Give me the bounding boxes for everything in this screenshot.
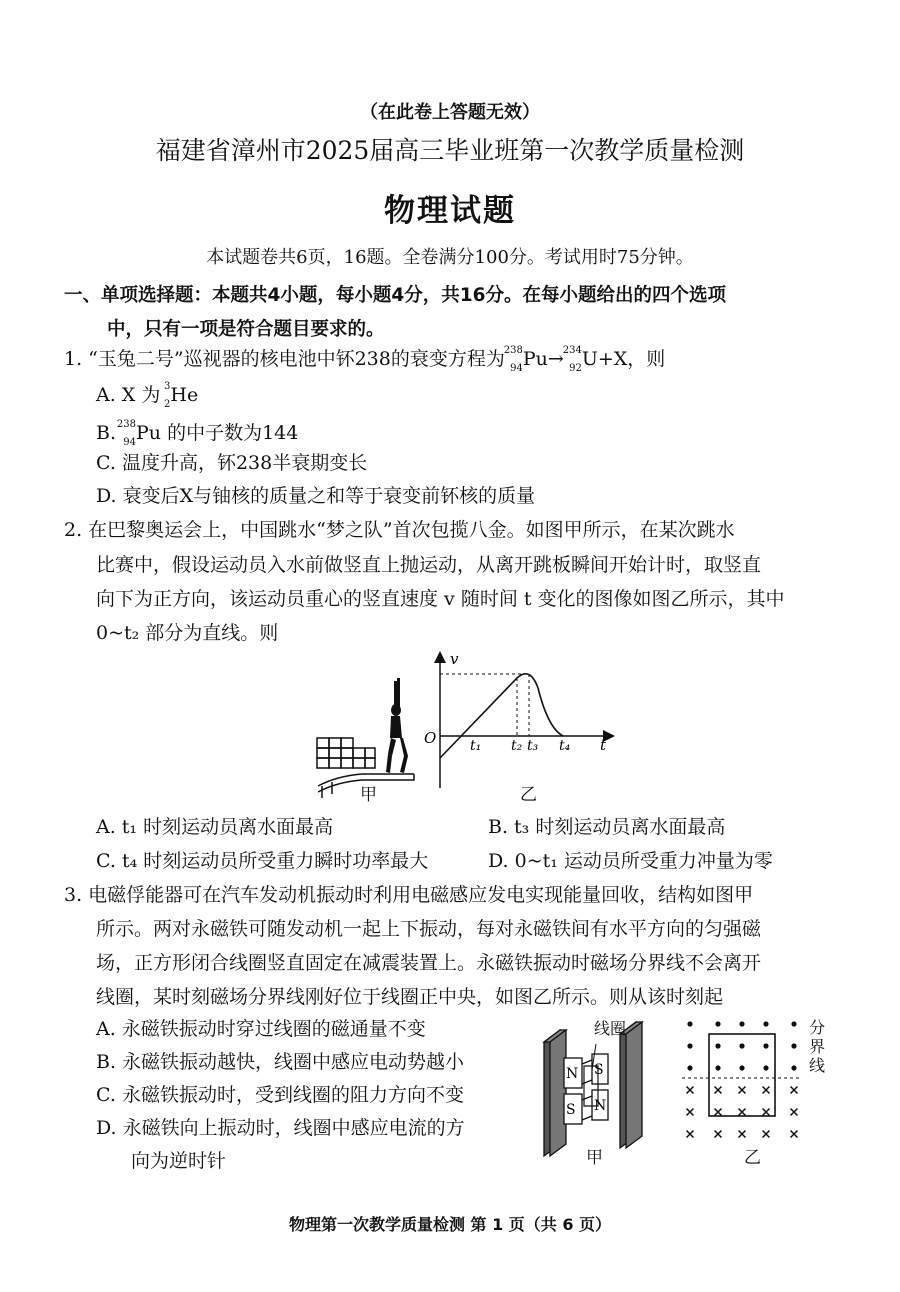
field-dot-out-of-page	[687, 1043, 692, 1048]
field-cross-into-page	[715, 1087, 722, 1094]
field-dot-out-of-page	[791, 1021, 796, 1026]
exam-intro: 本试题卷共6页，16题。全卷满分100分。考试用时75分钟。	[206, 247, 694, 268]
q2-option-c: C. t₄ 时刻运动员所受重力瞬时功率最大	[96, 850, 429, 872]
field-dot-out-of-page	[715, 1065, 720, 1070]
coil-label: 线圈	[594, 1019, 627, 1038]
field-cross-into-page	[791, 1131, 798, 1138]
q1-option-a-suffix: He	[170, 384, 199, 406]
q2-option-b: B. t₃ 时刻运动员离水面最高	[488, 816, 726, 838]
q1-option-b-prefix: B.	[96, 422, 117, 444]
page-footer: 物理第一次教学质量检测 第 1 页（共 6 页）	[288, 1215, 612, 1234]
field-cross-into-page	[715, 1131, 722, 1138]
magnet-n-bottom-right: N	[594, 1098, 607, 1114]
pu-atomic-number-b: 94	[123, 437, 137, 448]
field-cross-into-page	[791, 1109, 798, 1116]
pu-nuclide-symbol	[503, 345, 523, 374]
boundary-label: 分界线	[808, 1018, 825, 1075]
field-cross-into-page	[791, 1087, 798, 1094]
figure-jia-label: 甲	[360, 785, 377, 805]
he-nuclide-symbol	[160, 381, 171, 410]
q3-option-d: D. 永磁铁向上振动时，线圈中感应电流的方	[96, 1117, 465, 1139]
figure-3-jia-label: 甲	[586, 1148, 603, 1168]
u-atomic-number: 92	[569, 363, 582, 374]
q1-stem-end: U+X，则	[581, 348, 666, 370]
q2-option-a: A. t₁ 时刻运动员离水面最高	[96, 816, 334, 838]
field-dot-out-of-page	[791, 1065, 796, 1070]
he-mass-number: 3	[164, 381, 171, 392]
he-atomic-number: 2	[164, 399, 171, 410]
subject-title: 物理试题	[384, 193, 516, 229]
q1-arrow-text: Pu→	[522, 348, 564, 370]
q1-option-a	[96, 382, 198, 408]
field-cross-into-page	[687, 1087, 694, 1094]
exam-title: 福建省漳州市2025届高三毕业班第一次教学质量检测	[155, 136, 745, 165]
pu-nuclide-symbol-b	[116, 419, 137, 448]
q3-option-c: C. 永磁铁振动时，受到线圈的阻力方向不变	[96, 1084, 464, 1106]
magnet-s-bottom-left: S	[566, 1102, 576, 1118]
q1-option-b-suffix: Pu 的中子数为144	[136, 422, 299, 444]
velocity-curve	[440, 674, 563, 758]
field-cross-into-page	[687, 1131, 694, 1138]
q1-option-b	[96, 420, 298, 446]
pu-atomic-number: 94	[510, 363, 523, 374]
q3-line-4: 线圈，某时刻磁场分界线刚好位于线圈正中央，如图乙所示。则从该时刻起	[96, 986, 724, 1008]
field-dot-out-of-page	[715, 1043, 720, 1048]
answer-invalid-notice: （在此卷上答题无效）	[360, 102, 540, 123]
section-heading-line2: 中，只有一项是符合题目要求的。	[107, 319, 385, 340]
pu-mass-number: 238	[503, 345, 523, 356]
q2-option-d: D. 0~t₁ 运动员所受重力冲量为零	[488, 850, 773, 872]
t-axis-label: t	[600, 736, 607, 754]
magnet-n-top-left: N	[566, 1066, 579, 1082]
q3-line-1: 3. 电磁俘能器可在汽车发动机振动时利用电磁感应发电实现能量回收，结构如图甲	[64, 884, 754, 906]
figure-3-yi-label: 乙	[744, 1148, 761, 1168]
q3-option-b: B. 永磁铁振动越快，线圈中感应电动势越小	[96, 1051, 465, 1073]
field-cross-into-page	[763, 1087, 770, 1094]
t3-label: t₃	[527, 738, 539, 754]
reference-lines	[440, 674, 529, 736]
field-dot-out-of-page	[739, 1021, 744, 1026]
field-cross-into-page	[763, 1109, 770, 1116]
field-cross-into-page	[739, 1131, 746, 1138]
field-symbols	[687, 1021, 798, 1137]
field-cross-into-page	[715, 1109, 722, 1116]
q1-option-a-prefix: A. X 为	[96, 384, 161, 406]
field-dot-out-of-page	[763, 1021, 768, 1026]
q1-option-d: D. 衰变后X与铀核的质量之和等于衰变前钚核的质量	[96, 485, 536, 507]
magnet-s-top-right: S	[594, 1062, 604, 1078]
velocity-time-graph	[420, 648, 620, 798]
q3-option-d-continued: 向为逆时针	[131, 1150, 227, 1172]
field-cross-into-page	[739, 1087, 746, 1094]
q2-line-4: 0~t₂ 部分为直线。则	[96, 622, 279, 644]
question-1-stem	[64, 346, 665, 372]
field-dot-out-of-page	[791, 1043, 796, 1048]
t4-label: t₄	[559, 738, 571, 754]
q3-line-3: 场，正方形闭合线圈竖直固定在减震装置上。永磁铁振动时磁场分界线不会离开	[96, 952, 762, 974]
field-cross-into-page	[763, 1131, 770, 1138]
t1-label: t₁	[470, 738, 482, 754]
field-dot-out-of-page	[763, 1065, 768, 1070]
v-axis-label: v	[450, 650, 459, 668]
u-mass-number: 234	[562, 345, 582, 356]
field-dot-out-of-page	[687, 1021, 692, 1026]
t2-label: t₂	[511, 738, 523, 754]
q3-line-2: 所示。两对永磁铁可随发动机一起上下振动，每对永磁铁间有水平方向的匀强磁	[96, 918, 762, 940]
q2-line-3: 向下为正方向，该运动员重心的竖直速度 v 随时间 t 变化的图像如图乙所示，其中	[96, 588, 785, 610]
q1-stem-text: 1. “玉兔二号”巡视器的核电池中钚238的衰变方程为	[64, 348, 505, 370]
field-dot-out-of-page	[739, 1065, 744, 1070]
field-dot-out-of-page	[763, 1043, 768, 1048]
field-cross-into-page	[739, 1109, 746, 1116]
field-dot-out-of-page	[687, 1065, 692, 1070]
origin-label: O	[424, 729, 437, 747]
pu-mass-number-b: 238	[116, 419, 137, 430]
q1-option-c: C. 温度升高，钚238半衰期变长	[96, 452, 368, 474]
field-dot-out-of-page	[739, 1043, 744, 1048]
field-dot-out-of-page	[715, 1021, 720, 1026]
q2-line-1: 2. 在巴黎奥运会上，中国跳水“梦之队”首次包揽八金。如图甲所示，在某次跳水	[64, 519, 735, 541]
q2-line-2: 比赛中，假设运动员入水前做竖直上抛运动，从离开跳板瞬间开始计时，取竖直	[96, 554, 762, 576]
field-cross-into-page	[687, 1109, 694, 1116]
figure-yi-label: 乙	[520, 785, 537, 805]
u-nuclide-symbol	[562, 345, 582, 374]
q3-option-a: A. 永磁铁振动时穿过线圈的磁通量不变	[96, 1018, 426, 1040]
section-heading-line1: 一、单项选择题：本题共4小题，每小题4分，共16分。在每小题给出的四个选项	[64, 285, 726, 306]
